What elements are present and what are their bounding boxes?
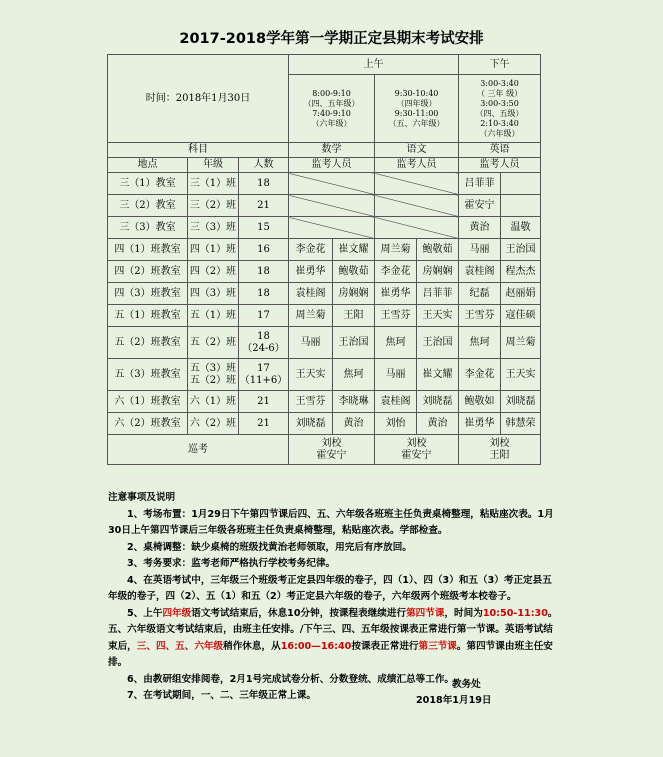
math-time-line: 7:40-9:10: [312, 108, 351, 118]
count-header: 人数: [239, 158, 289, 173]
class-grade-text: 三（1）班: [189, 177, 237, 189]
english-proctor: 袁桂阁: [459, 261, 501, 283]
student-count-text: 18: [257, 330, 270, 342]
patrol-math-line: 刘校: [321, 437, 342, 449]
subject-label: 科目: [108, 143, 289, 158]
signature-date: 2018年1月19日: [416, 695, 492, 706]
student-count: [239, 261, 289, 283]
chinese-no-exam: [375, 173, 459, 195]
math-no-exam: [289, 173, 375, 195]
note-3: 3、考务要求：监考老师严格执行学校考务纪律。: [127, 558, 336, 569]
english-proctor: 崔勇华: [459, 413, 501, 435]
student-count-text: 17: [257, 309, 270, 321]
patrol-label: 巡考: [108, 435, 289, 465]
subject-header: 数学: [289, 143, 375, 158]
english-proctor: 刘晓磊: [501, 391, 541, 413]
class-grade-text: 三（2）班: [189, 199, 237, 211]
chinese-proctor: 崔勇华: [375, 283, 417, 305]
table-row: [108, 261, 541, 283]
chinese-proctor: 王治国: [417, 327, 459, 359]
patrol-chinese-line: 刘校: [406, 437, 427, 449]
student-count: [239, 195, 289, 217]
class-grade: [188, 359, 239, 391]
table-row: [108, 195, 541, 217]
math-proctor: 房娴娴: [333, 283, 375, 305]
math-proctor: 崔勇华: [289, 261, 333, 283]
english-proctor: 温敬: [501, 217, 541, 239]
student-count: [239, 391, 289, 413]
note-6: 6、由教研组安排阅卷，2月1号完成试卷分析、分数登统、成绩汇总等工作。: [127, 673, 455, 685]
chinese-time-line: 9:30-11:00: [394, 108, 439, 118]
class-grade: [188, 327, 239, 359]
chinese-proctor: 黄治: [417, 413, 459, 435]
class-grade-text: 四（3）班: [189, 287, 237, 299]
english-time: [459, 75, 541, 143]
chinese-proctor: 焦珂: [375, 327, 417, 359]
english-proctor: [501, 195, 541, 217]
english-time-line: 3:00-3:50: [480, 98, 519, 108]
exam-room: 三（2）教室: [108, 195, 188, 217]
class-grade: [188, 217, 239, 239]
class-grade: [188, 283, 239, 305]
notes-heading: 注意事项及说明: [108, 492, 176, 503]
patrol-chinese: [375, 435, 459, 465]
class-grade-text: 三（3）班: [189, 221, 237, 233]
exam-room: 六（1）班教室: [108, 391, 188, 413]
student-count-text: 18: [257, 287, 270, 299]
english-time-line: （ 三年 级）: [476, 88, 523, 98]
student-count: [239, 305, 289, 327]
patrol-english-line: 王阳: [489, 449, 510, 461]
note-5: 5、上午四年级语文考试结束后，休息10分钟，按课程表继续进行第四节课，时间为10:50-11:30。五、六年级语文考试结束后，由班主任安排。/下午三、四、五年级按课表正常进行第一节课。英语考试结束后，三、四、五、六年级稍作休息，从16:00—16:40按课表正常进行第三节课。第四节课由班主任安排。: [108, 607, 558, 668]
student-count-text: 21: [257, 417, 270, 429]
table-row: [108, 413, 541, 435]
english-proctor: 韩慧荣: [501, 413, 541, 435]
subject-header: 语文: [375, 143, 459, 158]
table-row: [108, 359, 541, 391]
exam-room: 四（2）班教室: [108, 261, 188, 283]
class-grade-text: 六（1）班: [189, 395, 237, 407]
english-proctor: 马丽: [459, 239, 501, 261]
class-grade-text: 五（2）班: [189, 374, 237, 386]
english-proctor: 纪磊: [459, 283, 501, 305]
chinese-proctor: 吕菲菲: [417, 283, 459, 305]
proctor-header: 监考人员: [289, 158, 375, 173]
proctor-header: 监考人员: [459, 158, 541, 173]
math-proctor: 李金花: [289, 239, 333, 261]
class-grade-text: 五（3）班: [189, 362, 237, 374]
english-proctor: 李金花: [459, 359, 501, 391]
english-proctor: 王雪芬: [459, 305, 501, 327]
class-grade: [188, 173, 239, 195]
patrol-math: [289, 435, 375, 465]
table-row: [108, 327, 541, 359]
class-grade-text: 四（2）班: [189, 265, 237, 277]
chinese-proctor: 王雪芬: [375, 305, 417, 327]
chinese-proctor: 房娴娴: [417, 261, 459, 283]
exam-room: 三（3）教室: [108, 217, 188, 239]
note-1: 1、考场布置：1月29日下午第四节课后四、五、六年级各班班主任负责桌椅整理，粘贴座次表。1月30日上午第四节课后三年级各班班主任负责桌椅整理，粘贴座次表。学部检查。: [108, 508, 554, 536]
english-proctor: 周兰菊: [501, 327, 541, 359]
math-proctor: 马丽: [289, 327, 333, 359]
notes-section: [108, 490, 558, 705]
note-4: 4、在英语考试中，三年级三个班级考正定县四年级的卷子，四（1）、四（3）和五（3）考正定县五年级的卷子，四（2）、五（1）和五（2）考正定县六年级的卷子，六年级两个班级考本校卷子。: [108, 574, 552, 602]
english-time-line: 2:10-3:40: [480, 118, 519, 128]
table-row: [108, 391, 541, 413]
chinese-time-line: 9:30-10:40: [394, 88, 439, 98]
room-header: 地点: [108, 158, 188, 173]
exam-room: 六（2）班教室: [108, 413, 188, 435]
math-proctor: 鲍敬茹: [333, 261, 375, 283]
note-2: 2、桌椅调整：缺少桌椅的班级找黄治老师领取，用完后有序放回。: [127, 541, 412, 553]
english-proctor: [501, 173, 541, 195]
chinese-time-line: （五、六年级）: [388, 118, 445, 128]
math-proctor: 袁桂阁: [289, 283, 333, 305]
student-count-text: （11+6）: [239, 374, 288, 386]
english-proctor: 黄治: [459, 217, 501, 239]
class-grade-text: 五（1）班: [189, 309, 237, 321]
note-7: 7、在考试期间，一、二、三年级正常上课。: [127, 690, 316, 701]
student-count-text: 17: [257, 362, 270, 374]
chinese-no-exam: [375, 217, 459, 239]
english-proctor: 焦珂: [459, 327, 501, 359]
exam-date: 时间：2018年1月30日: [108, 55, 289, 143]
math-time-line: 8:00-9:10: [312, 88, 351, 98]
math-proctor: 周兰菊: [289, 305, 333, 327]
chinese-proctor: 李金花: [375, 261, 417, 283]
patrol-english-line: 刘校: [489, 437, 510, 449]
student-count: [239, 283, 289, 305]
student-count: [239, 217, 289, 239]
student-count-text: 18: [257, 177, 270, 189]
student-count: [239, 239, 289, 261]
chinese-proctor: 鲍敬茹: [417, 239, 459, 261]
math-proctor: 王雪芬: [289, 391, 333, 413]
chinese-proctor: 刘怡: [375, 413, 417, 435]
patrol-english: [459, 435, 541, 465]
math-proctor: 王阳: [333, 305, 375, 327]
exam-room: 四（3）班教室: [108, 283, 188, 305]
class-grade: [188, 413, 239, 435]
chinese-proctor: 刘晓磊: [417, 391, 459, 413]
math-no-exam: [289, 195, 375, 217]
chinese-time: [375, 75, 459, 143]
english-time-line: （四、五级）: [475, 108, 524, 118]
english-proctor: 王治国: [501, 239, 541, 261]
english-time-line: 3:00-3:40: [480, 78, 519, 88]
student-count-text: 18: [257, 265, 270, 277]
math-proctor: 王天实: [289, 359, 333, 391]
student-count-text: （24-6）: [242, 342, 285, 354]
english-proctor: 霍安宁: [459, 195, 501, 217]
exam-room: 五（2）班教室: [108, 327, 188, 359]
english-proctor: 赵丽娟: [501, 283, 541, 305]
exam-room: 五（1）班教室: [108, 305, 188, 327]
math-proctor: 王治国: [333, 327, 375, 359]
chinese-no-exam: [375, 195, 459, 217]
chinese-proctor: 王天实: [417, 305, 459, 327]
math-time-line: （四、五年级）: [303, 98, 360, 108]
student-count: [239, 359, 289, 391]
chinese-proctor: 周兰菊: [375, 239, 417, 261]
afternoon-header: 下午: [459, 55, 541, 75]
class-grade-text: 四（1）班: [189, 243, 237, 255]
table-row: [108, 173, 541, 195]
english-proctor: 程杰杰: [501, 261, 541, 283]
math-proctor: 崔文耀: [333, 239, 375, 261]
page-title: 2017-2018学年第一学期正定县期末考试安排: [179, 31, 484, 47]
patrol-math-line: 霍安宁: [316, 449, 347, 461]
student-count-text: 16: [257, 243, 270, 255]
student-count: [239, 173, 289, 195]
table-row: [108, 217, 541, 239]
class-grade: [188, 305, 239, 327]
english-proctor: 鲍敬如: [459, 391, 501, 413]
table-row: [108, 283, 541, 305]
subject-header: 英语: [459, 143, 541, 158]
student-count: [239, 327, 289, 359]
student-count: [239, 413, 289, 435]
table-row: [108, 305, 541, 327]
english-proctor: 王天实: [501, 359, 541, 391]
math-proctor: 焦珂: [333, 359, 375, 391]
exam-room: 三（1）教室: [108, 173, 188, 195]
grade-header: 年级: [188, 158, 239, 173]
math-proctor: 李晓琳: [333, 391, 375, 413]
class-grade-text: 五（2）班: [189, 336, 237, 348]
math-time: [289, 75, 375, 143]
math-proctor: 刘晓磊: [289, 413, 333, 435]
class-grade: [188, 261, 239, 283]
student-count-text: 21: [257, 395, 270, 407]
english-proctor: 寇佳硕: [501, 305, 541, 327]
math-proctor: 黄治: [333, 413, 375, 435]
patrol-chinese-line: 霍安宁: [401, 449, 432, 461]
student-count-text: 21: [257, 199, 270, 211]
table-row: [108, 239, 541, 261]
exam-schedule-table: [107, 54, 541, 465]
chinese-time-line: （四年级）: [396, 98, 437, 108]
english-time-line: （六年级）: [479, 128, 520, 138]
signature-office: 教务处: [452, 679, 481, 690]
morning-header: 上午: [289, 55, 459, 75]
exam-room: 四（1）班教室: [108, 239, 188, 261]
english-proctor: 吕菲菲: [459, 173, 501, 195]
class-grade-text: 六（2）班: [189, 417, 237, 429]
class-grade: [188, 391, 239, 413]
student-count-text: 15: [257, 221, 270, 233]
class-grade: [188, 195, 239, 217]
math-time-line: （六年级）: [311, 118, 352, 128]
chinese-proctor: 崔文耀: [417, 359, 459, 391]
chinese-proctor: 袁桂阁: [375, 391, 417, 413]
math-no-exam: [289, 217, 375, 239]
proctor-header: 监考人员: [375, 158, 459, 173]
class-grade: [188, 239, 239, 261]
exam-room: 五（3）班教室: [108, 359, 188, 391]
chinese-proctor: 马丽: [375, 359, 417, 391]
